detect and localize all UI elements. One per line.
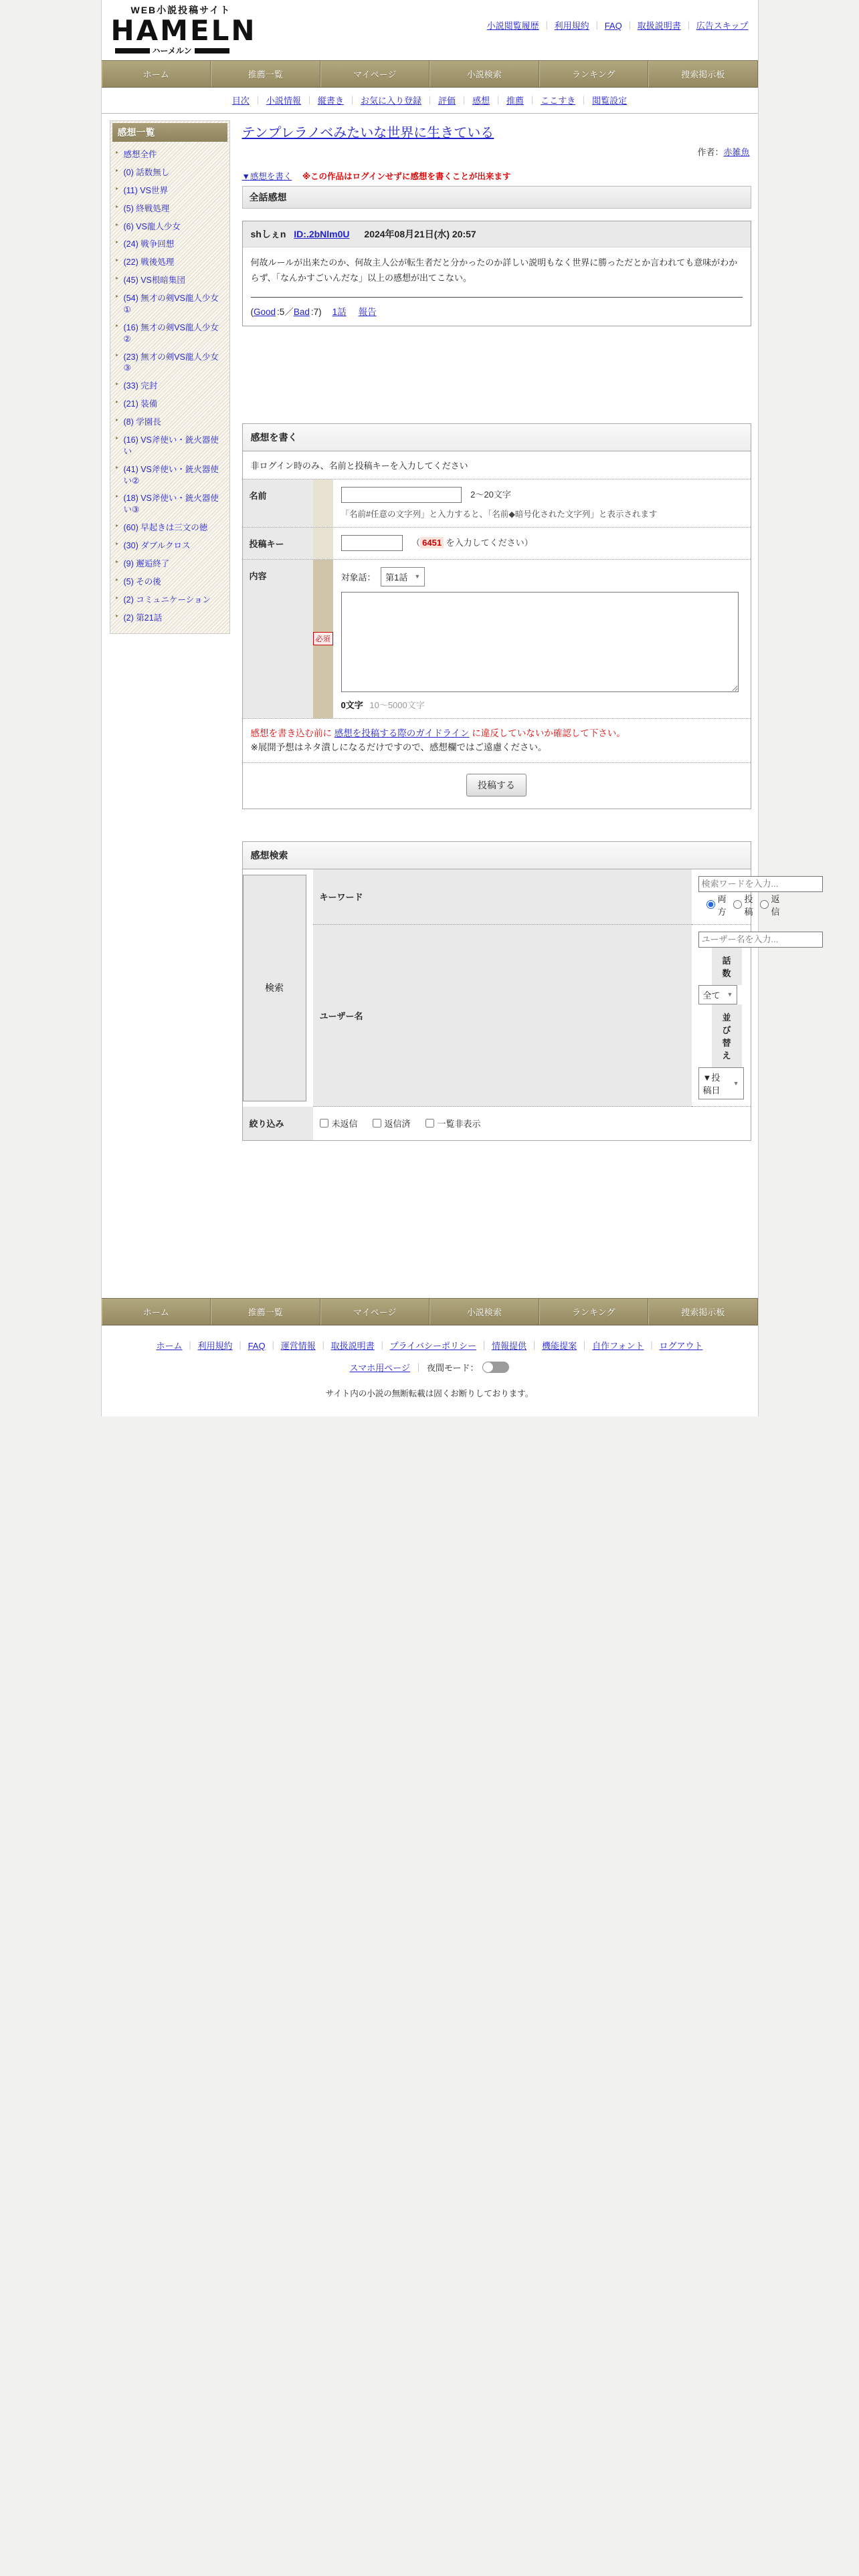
arrow-bullet-icon: ‣ <box>114 399 119 407</box>
arrow-bullet-icon: ‣ <box>114 594 119 603</box>
checkbox-unreplied-label: 未返信 <box>331 1119 358 1130</box>
chevron-down-icon: ▼ <box>733 1079 739 1087</box>
name-label: 名前 <box>243 479 313 527</box>
footer-link[interactable]: ｜ 取扱説明書 <box>316 1341 375 1351</box>
target-episode-line <box>341 567 743 586</box>
arrow-bullet-icon: ‣ <box>114 493 119 502</box>
copyright-text: サイト内の小説の無断転載は固くお断りしております。 <box>325 1388 534 1398</box>
name-help-text: 「名前#任意の文字列」と入力すると、「名前◆暗号化された文字列」と表示されます <box>341 509 658 519</box>
checkbox-replied[interactable] <box>373 1117 411 1130</box>
subnav-link[interactable]: 目次 <box>231 96 250 106</box>
key-hint-close: を入力してください） <box>444 538 533 548</box>
radio-reply-input[interactable] <box>760 900 769 909</box>
search-button[interactable]: 検索 <box>243 875 306 1101</box>
subnav-link[interactable]: ｜ 推薦 <box>490 96 524 106</box>
sidebar-item-link[interactable]: (16) VS斧使い・銃火器使い <box>123 435 219 456</box>
checkbox-replied-label: 返信済 <box>384 1119 411 1130</box>
write-form-title: 感想を書く <box>243 424 751 451</box>
sidebar-item <box>115 348 226 378</box>
sidebar-item <box>115 413 226 431</box>
target-episode-select[interactable] <box>381 567 425 586</box>
sort-value: ▼投稿日 <box>702 1072 721 1095</box>
main-nav-item <box>539 61 649 87</box>
sidebar-item-link[interactable]: (41) VS斧使い・銃火器使い② <box>123 464 219 486</box>
sidebar-item <box>115 461 226 490</box>
arrow-bullet-icon: ‣ <box>114 293 119 301</box>
arrow-bullet-icon: ‣ <box>114 540 119 548</box>
sidebar-item-link[interactable]: (9) 邂逅終了 <box>123 558 170 568</box>
header-utility-link[interactable]: ｜ 利用規約 <box>539 21 589 31</box>
content-columns <box>102 114 780 1141</box>
sidebar-item-link[interactable]: (0) 話数無し <box>123 167 170 177</box>
episode-count-value: 全て <box>702 990 721 1000</box>
search-button-cell <box>243 869 313 1107</box>
post-key-input[interactable] <box>341 535 403 551</box>
comment-footer <box>243 298 751 326</box>
sidebar-item-link[interactable]: (33) 完封 <box>123 381 158 391</box>
sidebar-item-link[interactable]: (45) VS根暗集団 <box>123 276 185 286</box>
spoiler-note: ※展開予想はネタ潰しになるだけですので、感想欄ではご遠慮ください。 <box>250 742 547 753</box>
sidebar-item <box>115 431 226 461</box>
sidebar-item <box>115 319 226 348</box>
guideline-link[interactable]: 感想を投稿する際のガイドライン <box>334 728 470 738</box>
sidebar-item <box>115 182 226 200</box>
checkbox-hide-list-label: 一覧非表示 <box>437 1119 481 1130</box>
arrow-bullet-icon: ‣ <box>114 434 119 443</box>
sidebar-item-link[interactable]: (5) その後 <box>123 576 161 586</box>
bad-count: 7 <box>313 306 319 317</box>
username-field-cell <box>692 925 751 1107</box>
footer-link[interactable]: ｜ 機能提案 <box>527 1341 577 1351</box>
keyword-field-cell <box>692 869 780 925</box>
sidebar-item-link[interactable]: (16) 無才の剣VS龍人少女② <box>123 322 219 344</box>
main-nav-link[interactable]: 捜索掲示板 <box>648 61 758 87</box>
main-nav-item <box>648 61 758 87</box>
post-key-label: 投稿キー <box>243 528 313 559</box>
subnav-link[interactable]: ｜ 閲覧設定 <box>575 96 627 106</box>
sidebar-item-link[interactable]: (22) 戦後処理 <box>123 257 175 267</box>
keyword-input[interactable] <box>698 876 823 892</box>
sidebar-item <box>115 164 226 182</box>
sidebar-items <box>112 146 227 627</box>
good-count: 5 <box>279 306 285 317</box>
radio-both-input[interactable] <box>706 900 715 909</box>
scope-radio-group <box>706 892 780 918</box>
novel-title-link[interactable]: テンプレラノベみたいな世界に生きている <box>242 126 494 140</box>
arrow-bullet-icon: ‣ <box>114 558 119 566</box>
arrow-bullet-icon: ‣ <box>114 239 119 247</box>
arrow-bullet-icon: ‣ <box>114 351 119 360</box>
comment-item <box>242 221 751 326</box>
arrow-bullet-icon: ‣ <box>114 522 119 531</box>
header-utility-links <box>487 5 749 55</box>
checkbox-replied-input[interactable] <box>373 1119 381 1128</box>
logo-furigana-row <box>115 47 257 55</box>
arrow-bullet-icon: ‣ <box>114 322 119 330</box>
radio-post[interactable] <box>733 892 753 918</box>
main-column <box>242 120 780 1141</box>
arrow-bullet-icon: ‣ <box>114 612 119 621</box>
sidebar-item <box>115 573 226 591</box>
main-nav-item <box>430 61 539 87</box>
logo-title: HAMELN <box>110 14 257 47</box>
footer-link[interactable]: ｜ 情報提供 <box>476 1341 527 1351</box>
logo-subtitle: WEB小説投稿サイト <box>130 5 231 15</box>
subnav-link[interactable]: ｜ ここすき <box>524 96 575 106</box>
good-bad-close: ) <box>318 306 322 317</box>
name-length-hint: 2～20文字 <box>470 490 511 500</box>
sidebar-item-link[interactable]: (11) VS世界 <box>123 185 168 195</box>
char-count: 0文字 <box>341 700 363 710</box>
footer-nav-link[interactable]: 推薦一覧 <box>211 1299 320 1325</box>
post-key-field-cell <box>333 528 751 559</box>
key-hint-open: （ <box>411 538 421 548</box>
comment-textarea[interactable] <box>341 592 739 692</box>
episode-count-label: 話数 <box>712 948 742 985</box>
sidebar-item-link[interactable]: (54) 無才の剣VS龍人少女① <box>123 294 219 314</box>
name-row-strip <box>313 479 333 527</box>
header-utility-link[interactable]: 小説閲覧履歴 <box>486 21 539 31</box>
sidebar-item-link[interactable]: (60) 早起きは三文の徳 <box>123 523 208 533</box>
footer-link[interactable]: ｜ FAQ <box>233 1341 266 1351</box>
sidebar-item <box>115 490 226 519</box>
footer-nav-item <box>539 1299 649 1325</box>
good-colon: : <box>277 306 280 317</box>
logo-bar-left <box>115 48 150 53</box>
sidebar-item <box>115 290 226 319</box>
mobile-page-link[interactable]: スマホ用ページ <box>349 1362 410 1373</box>
sidebar-item <box>115 395 226 413</box>
hameln-logo[interactable] <box>111 5 257 55</box>
header-utility-link[interactable]: ｜ 広告スキップ <box>681 21 749 31</box>
footer-link[interactable]: ホーム <box>156 1340 183 1351</box>
write-form-note: 非ログイン時のみ、名前と投稿キーを入力してください <box>243 451 751 479</box>
subnav-link[interactable]: ｜ 評価 <box>421 96 456 106</box>
bad-colon: : <box>310 306 314 317</box>
sidebar-item <box>115 555 226 573</box>
arrow-bullet-icon: ‣ <box>114 221 119 229</box>
search-form-title: 感想検索 <box>243 842 751 869</box>
sidebar-item <box>115 272 226 290</box>
author-link[interactable]: 赤雑魚 <box>723 147 750 157</box>
bad-link[interactable]: Bad <box>293 306 310 317</box>
sidebar-item-link[interactable]: (23) 無才の剣VS龍人少女③ <box>123 352 219 373</box>
night-mode-toggle[interactable] <box>482 1362 509 1373</box>
sidebar-title: 感想一覧 <box>112 123 227 142</box>
post-key-row <box>243 528 751 560</box>
keyword-label: キーワード <box>313 869 692 925</box>
name-input[interactable] <box>341 487 462 503</box>
sort-label: 並び替え <box>712 1004 742 1067</box>
content-row <box>243 560 751 719</box>
filter-field-cell <box>313 1107 751 1140</box>
content-label: 内容 <box>243 560 313 718</box>
main-nav-item <box>102 61 211 87</box>
night-mode-label: 夜間モード： <box>427 1362 479 1373</box>
comment-body: 何故ルールが出来たのか、何故主人公が転生者だと分かったのか詳しい説明もなく世界に勝っただとか言われても意味がわからず、「なんかすごいんだな」以上の感想が出てこない。 <box>250 257 738 283</box>
comment-header <box>243 221 751 247</box>
main-nav-item <box>211 61 320 87</box>
main-nav-link[interactable]: 小説検索 <box>430 61 539 87</box>
comment-id-link[interactable]: ID:.2bNlm0U <box>294 229 350 239</box>
write-comment-line <box>242 170 751 182</box>
radio-both-label: 両方 <box>717 893 727 917</box>
sidebar-comment-list <box>110 120 230 634</box>
report-link[interactable]: 報告 <box>358 306 377 317</box>
guideline-pre: 感想を書き込む前に <box>250 728 335 738</box>
filter-label: 絞り込み <box>243 1107 313 1140</box>
main-nav <box>102 60 758 88</box>
sidebar-item-link[interactable]: (24) 戦争回想 <box>123 239 175 249</box>
footer-nav-item <box>102 1299 211 1325</box>
logo-bar-right <box>195 48 229 53</box>
footer-link[interactable]: ｜ ログアウト <box>644 1341 702 1351</box>
search-grid <box>243 869 780 1140</box>
arrow-bullet-icon: ‣ <box>114 275 119 284</box>
content-field-cell <box>333 560 751 718</box>
sidebar-item <box>115 519 226 537</box>
subnav-link[interactable]: ｜ お気に入り登録 <box>344 96 421 106</box>
footer-nav-item <box>430 1299 539 1325</box>
username-input[interactable] <box>698 932 823 948</box>
sidebar-item-link[interactable]: (5) 終戦処理 <box>123 203 170 213</box>
arrow-bullet-icon: ‣ <box>114 257 119 265</box>
char-limit: 10～5000文字 <box>369 700 425 710</box>
sidebar-item <box>115 253 226 272</box>
sidebar-item <box>115 609 226 627</box>
arrow-bullet-icon: ‣ <box>114 203 119 211</box>
required-badge: 必須 <box>313 632 333 645</box>
main-nav-link[interactable]: ホーム <box>102 61 211 87</box>
logo-furigana: ハーメルン <box>152 46 192 56</box>
sidebar-item-link[interactable]: (2) コミュニケーション <box>123 595 211 605</box>
footer-nav-link[interactable]: ランキング <box>539 1299 649 1325</box>
novel-title <box>242 122 751 141</box>
arrow-bullet-icon: ‣ <box>114 167 119 175</box>
username-label: ユーザー名 <box>313 925 692 1107</box>
char-counter-line <box>341 698 743 711</box>
author-line <box>242 145 750 158</box>
footer-link[interactable]: ｜ 利用規約 <box>183 1341 233 1351</box>
sidebar-item <box>115 591 226 609</box>
write-comment-link[interactable]: ▼感想を書く <box>242 172 292 181</box>
login-note: ※この作品はログインせずに感想を書くことが出来ます <box>302 172 511 181</box>
footer-pipe: ｜ <box>413 1362 423 1373</box>
arrow-bullet-icon: ‣ <box>114 149 119 157</box>
arrow-bullet-icon: ‣ <box>114 576 119 584</box>
sidebar-item-link[interactable]: 感想全件 <box>123 150 157 159</box>
sidebar-item-link[interactable]: (18) VS斧使い・銃火器使い③ <box>123 494 219 515</box>
arrow-bullet-icon: ‣ <box>114 381 119 389</box>
sidebar-item <box>115 200 226 218</box>
arrow-bullet-icon: ‣ <box>114 463 119 472</box>
main-nav-link[interactable]: 推薦一覧 <box>211 61 320 87</box>
post-key-row-strip <box>313 528 333 559</box>
footer-nav-link[interactable]: ホーム <box>102 1299 211 1325</box>
sidebar-item <box>115 146 226 164</box>
sidebar-item <box>115 218 226 236</box>
episode-count-select[interactable] <box>698 985 738 1004</box>
footer-nav-item <box>320 1299 430 1325</box>
footer-link[interactable]: ｜ プライバシーポリシー <box>375 1341 476 1351</box>
sidebar-item-link[interactable]: (2) 第21話 <box>123 613 163 623</box>
radio-reply[interactable] <box>760 892 780 918</box>
header-utility-link[interactable]: ｜ FAQ <box>589 21 622 31</box>
footer-nav-link[interactable]: 小説検索 <box>430 1299 539 1325</box>
footer-nav-item <box>648 1299 758 1325</box>
all-episodes-section-header: 全話感想 <box>242 186 751 209</box>
subnav-link[interactable]: ｜ 縦書き <box>301 96 344 106</box>
checkbox-unreplied[interactable] <box>320 1117 358 1130</box>
arrow-bullet-icon: ‣ <box>114 417 119 425</box>
radio-post-input[interactable] <box>733 900 742 909</box>
name-field-cell <box>333 479 751 527</box>
checkbox-unreplied-input[interactable] <box>320 1119 328 1128</box>
footer-nav <box>102 1298 758 1325</box>
guideline-post: に違反していないか確認して下さい。 <box>469 728 626 738</box>
sidebar-item <box>115 377 226 395</box>
site-header <box>102 0 758 58</box>
header-utility-link[interactable]: ｜ 取扱説明書 <box>622 21 681 31</box>
submit-button[interactable]: 投稿する <box>466 774 527 796</box>
good-bad-slash: ／ <box>284 306 294 317</box>
sidebar-item-link[interactable]: (8) 学園長 <box>123 417 161 427</box>
toggle-knob-icon <box>483 1362 493 1372</box>
sidebar-item-link[interactable]: (21) 装備 <box>123 399 158 409</box>
footer-link[interactable]: ｜ 運営情報 <box>266 1341 316 1351</box>
radio-both[interactable] <box>706 892 727 918</box>
sidebar-item <box>115 537 226 555</box>
checkbox-hide-list[interactable] <box>425 1117 481 1130</box>
author-label: 作者： <box>697 147 724 157</box>
footer-mobile-row <box>102 1361 758 1374</box>
arrow-bullet-icon: ‣ <box>114 185 119 193</box>
main-nav-item <box>320 61 430 87</box>
footer-links <box>102 1339 758 1352</box>
chevron-down-icon: ▼ <box>727 991 733 998</box>
radio-post-label: 投稿 <box>744 893 753 917</box>
name-row <box>243 479 751 528</box>
novel-subnav <box>102 88 758 114</box>
submit-row <box>243 763 751 809</box>
subnav-link[interactable]: ｜ 感想 <box>456 96 490 106</box>
subnav-link[interactable]: ｜ 小説情報 <box>250 96 301 106</box>
chevron-down-icon: ▼ <box>414 573 421 580</box>
footer-nav-item <box>211 1299 320 1325</box>
footer-nav-link[interactable]: 捜索掲示板 <box>648 1299 758 1325</box>
post-key-code: 6451 <box>420 537 444 548</box>
write-comment-form <box>242 423 751 809</box>
page-container <box>101 0 780 1416</box>
content-row-strip <box>313 560 333 718</box>
footer-nav-link[interactable]: マイページ <box>320 1299 430 1325</box>
sidebar-item-link[interactable]: (6) VS龍人少女 <box>123 221 181 231</box>
sidebar-item <box>115 235 226 253</box>
radio-reply-label: 返信 <box>771 893 780 917</box>
episode-link[interactable]: 1話 <box>332 306 347 317</box>
main-nav-link[interactable]: マイページ <box>320 61 430 87</box>
post-key-hint <box>411 538 533 548</box>
target-episode-value: 第1話 <box>385 572 408 582</box>
target-episode-label: 対象話： <box>341 572 376 582</box>
comment-author-name: shしぇn <box>250 229 286 239</box>
guideline-note <box>243 719 751 763</box>
sort-select[interactable] <box>698 1067 744 1099</box>
good-bad-open: ( <box>250 306 254 317</box>
comment-date: 2024年08月21日(水) 20:57 <box>364 229 476 239</box>
comment-search-form <box>242 841 780 1141</box>
good-link[interactable]: Good <box>254 306 276 317</box>
main-nav-link[interactable]: ランキング <box>539 61 649 87</box>
sidebar-item-link[interactable]: (30) ダブルクロス <box>123 541 191 550</box>
footer-link[interactable]: ｜ 自作フォント <box>577 1341 644 1351</box>
checkbox-hide-list-input[interactable] <box>425 1119 434 1128</box>
